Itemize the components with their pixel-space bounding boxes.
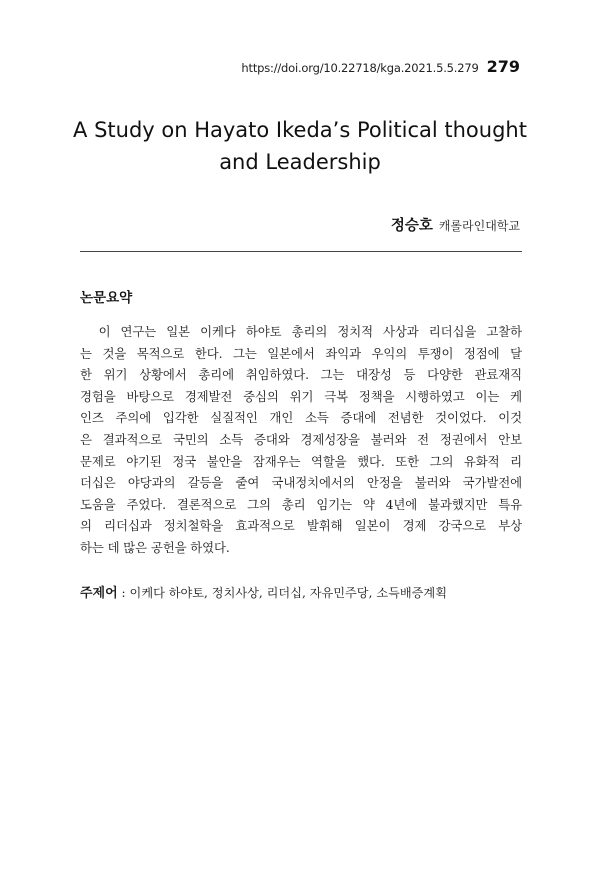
abstract-line: 인즈 주의에 입각한 실질적인 개인 소득 증대에 전념한 것이었다. 이것: [80, 410, 522, 426]
abstract-line: 은 결과적으로 국민의 소득 증대와 경제성장을 불러와 전 정권에서 안보: [80, 431, 522, 447]
keywords-label: 주제어: [80, 586, 118, 601]
keywords-separator: :: [117, 586, 130, 600]
abstract-line: 하는 데 많은 공헌을 하였다.: [80, 539, 230, 555]
abstract-line: 의 리더십과 정치철학을 효과적으로 발휘해 일본이 경제 강국으로 부상: [80, 518, 522, 534]
page-number: 279: [486, 57, 520, 76]
abstract-heading: 논문요약: [80, 290, 133, 306]
abstract-line: 더십은 야당과의 갈등을 줄여 국내정치에서의 안정을 불러와 국가발전에: [80, 475, 522, 491]
title-line-1: A Study on Hayato Ikeda’s Political thought: [73, 118, 527, 142]
keywords-line: [80, 583, 522, 604]
keywords-text: 이케다 하야토, 정치사상, 리더십, 자유민주당, 소득배증계획: [129, 586, 447, 600]
author-name: 정승호: [390, 218, 433, 234]
author-block: [391, 214, 520, 235]
author-affiliation: 캐롤라인대학교: [438, 219, 520, 233]
paper-title: [60, 114, 540, 178]
abstract-line: 이 연구는 일본 이케다 하야토 총리의 정치적 사상과 리더십을 고찰하: [80, 324, 522, 339]
page-header: [241, 57, 520, 76]
abstract-line: 경험을 바탕으로 경제발전 중심의 위기 극복 정책을 시행하였고 이는 케: [80, 388, 522, 404]
abstract-line: 문제로 야기된 정국 불안을 잠재우는 역할을 했다. 또한 그의 유화적 리: [80, 453, 522, 469]
abstract-line: 한 위기 상황에서 총리에 취임하였다. 그는 대장성 등 다양한 관료재직: [80, 367, 522, 383]
title-line-2: and Leadership: [219, 150, 381, 174]
abstract-body: [80, 321, 522, 559]
doi-link[interactable]: https://doi.org/10.22718/kga.2021.5.5.279: [241, 61, 479, 75]
abstract-line: 도움을 주었다. 결론적으로 그의 총리 임기는 약 4년에 불과했지만 특유: [80, 496, 522, 512]
abstract-line: 는 것을 목적으로 한다. 그는 일본에서 좌익과 우익의 투쟁이 정점에 달: [80, 345, 522, 361]
header-divider: [80, 251, 522, 252]
